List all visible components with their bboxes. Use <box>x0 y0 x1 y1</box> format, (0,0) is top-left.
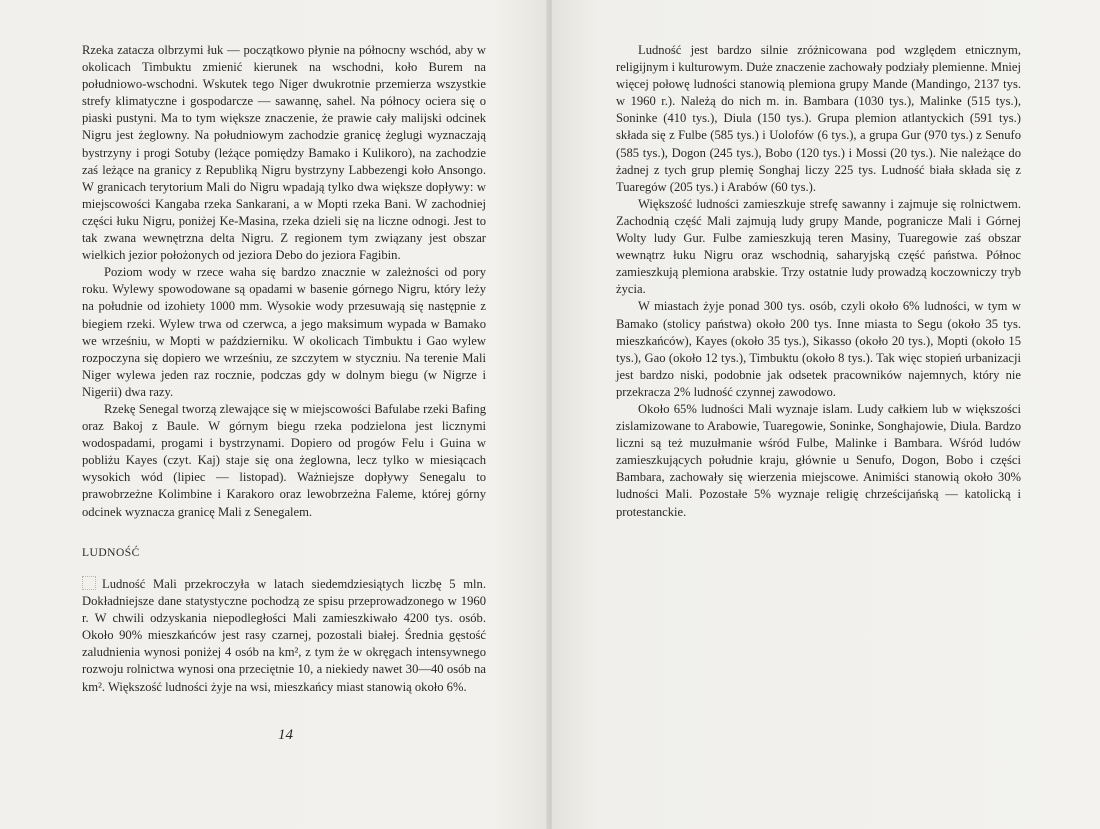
paragraph-cities: W miastach żyje ponad 300 tys. osób, czyli około 6% ludności, w tym w Bamako (stolicy państwa) około 200 tys. Inne miasta to Segu (około 35 tys. mieszkańców), Kayes (około 35 tys.), Sikasso (około 20 tys.), Mopti (około 15 tys.), Gao (około 12 tys.), Timbuktu (około 8 tys.). Tak więc stopień urbanizacji jest bardzo niski, podobnie jak odsetek pracowników najemnych, który nie przekracza 2% ludność czynnej zawodowo. <box>616 299 1021 399</box>
paragraph-ethnic-groups: Ludność jest bardzo silnie zróżnicowana pod względem etnicznym, religijnym i kulturowym. Duże znaczenie zachowały podziały plemienne. Mniej więcej połowę ludności stanowią plemiona grupy Mande (Mandingo, 2137 tys. w 1960 r.). Należą do nich m. in. Bambara (1030 tys.), Malinke (515 tys.), Soninke (410 tys.), Diula (150 tys.). Grupa plemion atlantyckich (591 tys.) składa się z Fulbe (585 tys.) i Uolofów (6 tys.), a grupa Gur (970 tys.) z Senufo (585 tys.), Dogon (245 tys.), Bobo (120 tys.) i Mossi (20 tys.). Nie należące do żadnej z tych grup plemię Songhaj liczy 225 tys. Ludność biała składa się z Tuaregów (205 tys.) i Arabów (60 tys.). <box>616 43 1021 194</box>
paragraph-population-text: Ludność Mali przekroczyła w latach siedemdziesiątych liczbę 5 mln. Dokładniejsze dane statystyczne pochodzą ze spisu przeprowadzonego w 1960 r. W chwili odzyskania niepodległości Mali zamieszkiwało 4200 tys. osób. Około 90% mieszkańców jest rasy czarnej, pozostali białej. Średnia gęstość zaludnienia wynosi poniżej 4 osób na km², z tym że w okręgach intensywnego rozwoju rolnictwa wynosi ona przeciętnie 10, a niekiedy nawet 30—40 osób na km². Większość ludności żyje na wsi, mieszkańcy miast stanowią około 6%. <box>82 577 486 694</box>
paragraph-population <box>82 576 486 696</box>
paragraph-water-level: Poziom wody w rzece waha się bardzo znacznie w zależności od pory roku. Wylewy spowodowane są opadami w basenie górnego Nigru, który leży na południe od izohiety 1000 mm. Wysokie wody przesuwają się następnie z biegiem rzeki. Wylew trwa od czerwca, a jego maksimum wypada w Bamako we wrześniu, w Mopti w październiku. W okolicach Timbuktu i Gao wylew rozpoczyna się dopiero we wrześniu, ze szczytem w styczniu. Na terenie Mali Niger wylewa jeden raz rocznie, podczas gdy w dolnym biegu (w Nigrze i Nigerii) dwa razy. <box>82 265 486 399</box>
left-column-text <box>82 42 486 521</box>
paragraph-religion: Około 65% ludności Mali wyznaje islam. Ludy całkiem lub w większości zislamizowane to Arabowie, Tuaregowie, Soninke, Songhajowie, Diula. Bardzo liczni są też muzułmanie wśród Fulbe, Malinke i Bambara. Wśród ludów zamieszkujących południe kraju, głównie u Senufo, Dogon, Bobo i części Bambara, zachowały się wierzenia miejscowe. Animiści stanowią około 30% ludności Mali. Pozostałe 5% wyznaje religię chrześcijańską — katolicką i protestanckie. <box>616 401 1021 519</box>
right-column-text <box>616 42 1021 521</box>
population-section-text <box>82 576 486 696</box>
paragraph-niger-arc: Rzeka zatacza olbrzymi łuk — początkowo płynie na północny wschód, aby w okolicach Timbuktu zmienić kierunek na wschodni, koło Burem na południowo-wschodni. Wskutek tego Niger dwukrotnie przemierza wszystkie strefy klimatyczne i gospodarcze — sawannę, sahel. Na północy ociera się o piaski pustyni. Ma to tym większe znaczenie, że prawie cały malijski odcinek Nigru jest żeglowny. Na południowym zachodzie granicę żeglugi wyznaczają bystrzyny i progi Sotuby (leżące pomiędzy Bamako i Kulikoro), na zachodzie zaś leżące na granicy z Republiką Nigru bystrzyny Labbezengi koło Ansongo. W granicach terytorium Mali do Nigru wpadają tylko dwa większe dopływy: w miejscowości Kangaba rzeka Sankarani, a w Mopti rzeka Bani. W zachodniej części łuku Nigru, poniżej Ke-Masina, rzeka dzieli się na liczne odnogi. Jest to tak zwana wewnętrzna delta Nigru. Z regionem tym związany jest obszar wielkich jezior położonych od jeziora Debo do jeziora Fagibin. <box>82 43 486 263</box>
left-page <box>0 0 548 829</box>
page-number: 14 <box>278 727 293 743</box>
paragraph-settlement: Większość ludności zamieszkuje strefę sawanny i zajmuje się rolnictwem. Zachodnią część Mali zajmują ludy grupy Mande, pogranicze Mali i Górnej Wolty ludy Gur. Fulbe zamieszkują teren Masiny, Tuaregowie zaś obszar wewnątrz łuku Nigru oraz wschodnią, saharyjską część państwa. Północ zamieszkują plemiona arabskie. Trzy ostatnie ludy prowadzą koczowniczy tryb życia. <box>616 196 1021 297</box>
scan-mark-icon <box>82 576 96 590</box>
paragraph-senegal-river: Rzekę Senegal tworzą zlewające się w miejscowości Bafulabe rzeki Bafing oraz Bakoj z Baule. W górnym biegu rzeka podzielona jest licznymi wodospadami, progami i bystrzynami. Dopiero od progów Felu i Guina w pobliżu Kayes (czyt. Kaj) staje się ona żeglowna, lecz tylko w miesiącach wysokich wód (lipiec — listopad). Ważniejsze dopływy Senegalu to prawobrzeżne Kolimbine i Karakoro oraz lewobrzeżna Faleme, której górny odcinek wyznacza granicę Mali z Senegalem. <box>82 401 486 519</box>
section-heading-population: LUDNOŚĆ <box>82 547 140 559</box>
right-page <box>552 0 1100 829</box>
